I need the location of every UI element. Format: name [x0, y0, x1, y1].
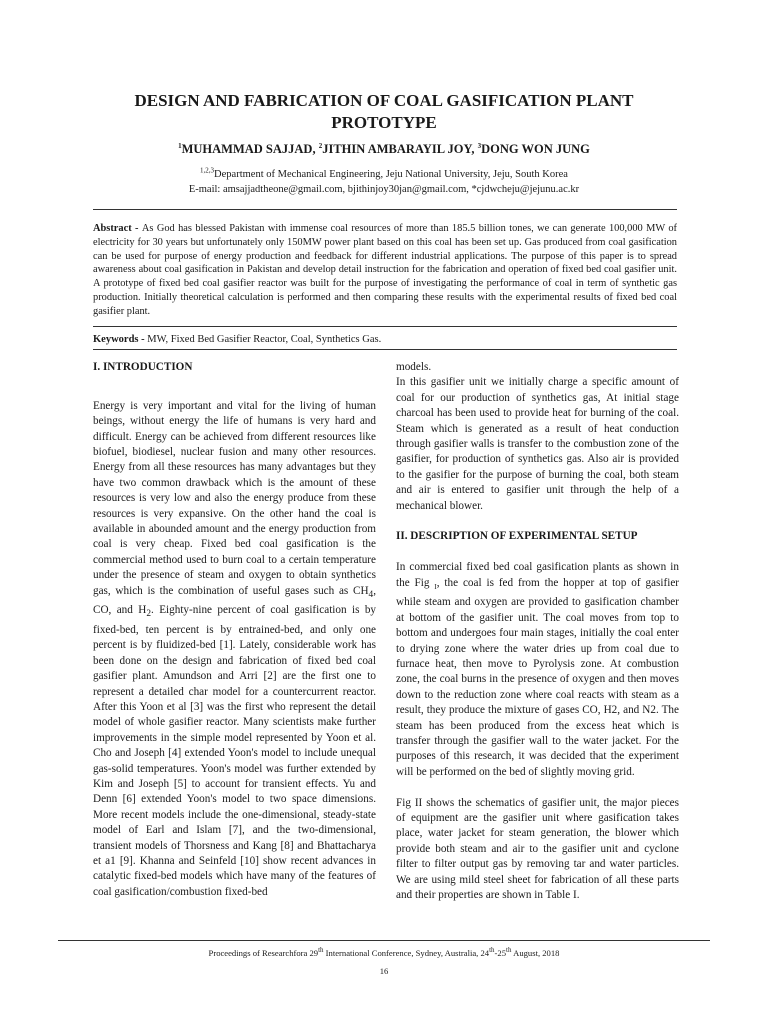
keywords-text: MW, Fixed Bed Gasifier Reactor, Coal, Synthetics Gas.	[147, 334, 382, 345]
footer-rule	[58, 940, 710, 941]
keywords-top-rule	[93, 326, 677, 327]
abstract-top-rule	[93, 209, 677, 210]
schematics-paragraph: Fig II shows the schematics of gasifier unit, the major pieces of equipment are the gasifier unit where gasification takes place, water jacket for steam generation, the blower which provide both steam and air to the gasifier unit and cyclone filter to filter output gas by removing tar and water particles. We are using mild steel sheet for fabrication of all these parts and their properties are shown in Table I.	[396, 796, 679, 901]
keywords	[93, 333, 677, 347]
introduction-paragraph	[93, 399, 376, 900]
footer-text-c: -25	[494, 948, 506, 958]
section-heading-experimental-setup: II. DESCRIPTION OF EXPERIMENTAL SETUP	[396, 530, 638, 543]
footer-text-a: Proceedings of Researchfora 29	[208, 948, 319, 958]
paper-title: DESIGN AND FABRICATION OF COAL GASIFICATION PLANT PROTOTYPE	[134, 91, 634, 132]
affiliation-sup: 1,2,3	[200, 166, 215, 175]
footer-sup-2: th	[489, 946, 495, 955]
footer-text-b: International Conference, Sydney, Australia, 24	[323, 948, 490, 958]
left-column	[93, 360, 376, 916]
footer-sup-1: th	[318, 946, 324, 955]
affiliation	[60, 167, 708, 197]
page-number: 16	[379, 966, 389, 976]
affiliation-department: Department of Mechanical Engineering, Jeju National University, Jeju, South Korea	[214, 169, 568, 180]
proceedings-footer	[58, 947, 710, 959]
figure-ref: I	[434, 582, 437, 591]
continued-text: models.	[396, 361, 432, 373]
keywords-bottom-rule	[93, 349, 677, 350]
section-heading-introduction: I. INTRODUCTION	[93, 361, 193, 373]
author-2-sup: 2	[318, 141, 323, 150]
author-3-sup: 3	[477, 141, 482, 150]
author-1-sup: 1	[178, 141, 182, 150]
right-column	[396, 360, 679, 919]
h2-subscript: 2	[146, 609, 152, 620]
intro-text-b: , CO, and H	[93, 584, 376, 617]
abstract-text: As God has blessed Pakistan with immense coal resources of more than 185.5 billion tones, we can generate 100,000 MW of electricity for 30 years but unfortunately only 150MW power plant based on this coal has been set up. Gas produced from coal gasification can be used for purpose of energy production and feedback for different industrial applications. The purpose of this paper is to spread awareness about coal gasification in Pakistan and develop detail instruction for the fabrication and operation of fixed bed coal gasifier unit. A prototype of fixed bed coal gasifier reactor was built for the purpose of investigating the performance of coal in term of synthetic gas production. Initially theoretical calculation is performed and then comparing these results with the experimental results of fixed bed coal gasifier plant.	[93, 223, 677, 317]
ch4-subscript: 4	[368, 589, 374, 600]
author-3-name: DONG WON JUNG	[481, 142, 590, 156]
experimental-setup-paragraph	[396, 560, 679, 780]
setup-text-a: In commercial fixed bed coal gasification plants as shown in the Fig	[396, 561, 679, 589]
affiliation-emails: E-mail: amsajjadtheone@gmail.com, bjithinjoy30jan@gmail.com, *cjdwcheju@jejunu.ac.kr	[188, 184, 580, 195]
setup-text-b: , the coal is fed from the hopper at top of gasifier while steam and oxygen are provided to gasification chamber at bottom of the gasifier unit. The coal moves from top to bottom and undergoes four main stages, initially the coal enter to drying zone where the water dries up from coal due to furnace heat, then move to Pyrolysis zone. At combustion zone, the coal burns in the presence of oxygen and then moves down to the reduction zone where coal reacts with steam as a result, they produce the mixture of gases CO, H2, and N2. The steam has been produced from the excess heat which is transfer through the gasifier wall to the water jacket. For the purposes of this research, it was decided that the experiment will be performed on the bed of slightly moving grid.	[396, 576, 680, 778]
gasifier-unit-paragraph: In this gasifier unit we initially charge a specific amount of coal for our production of synthetics gas, At initial stage charcoal has been used to provide heat for burning of the coal. Steam which is generated as a result of heat conduction through gasifier walls is transfer to the combustion zone of the gasifier, for production of synthetics gas. Also air is provided to the gasifier for the purpose of burning the coal, both steam and air is entered to gasifier unit through the help of a mechanical blower.	[396, 376, 679, 512]
intro-text-c: . Eighty-nine percent of coal gasification is by fixed-bed, ten percent is by entrained-bed, and only one percent is by fluidized-bed [1]. Lately, considerable work has been done on the design and fabrication of fixed bed coal gasifier plant. Amundson and Arri [2] are the first one to represent a detailed char model for a countercurrent reactor. After this Yoon et al [3] was the first who represent the detail model of whole gasifier reactor. Many scientists make further improvements in the simple model represented by Yoon et al. Cho and Joseph [4] extended Yoon's model to include unequal gas-solid temperatures. Yoon's model was further extended by Kim and Joseph [5] to account for transient effects. Yu and Denn [6] extended Yoon's model to two space dimensions. More recent models include the one-dimensional, steady-state model of Earl and Islam [7], and the two-dimensional, transient models of Thorsness and Kang [8] and Bhattacharya et a1 [9]. Khanna and Seinfeld [10] show recent advances in catalytic fixed-bed models which have many of the features of coal gasification/combustion fixed-bed	[93, 604, 377, 898]
author-2-name: JITHIN AMBARAYIL JOY,	[322, 142, 478, 156]
keywords-label: Keywords -	[93, 334, 148, 345]
author-1-name: MUHAMMAD SAJJAD,	[181, 142, 319, 156]
intro-text-a: Energy is very important and vital for the living of human beings, without energy the life of humans is very hard and difficult. Energy can be achieved from different resources like biofuel, biodiesel, nuclear fusion and many other resources. Energy from all these resources has many advantages but they have two common drawback which is the amount of these resources is very low and also the energy produce from these resources is very expansive. On the other hand the coal is available in abounded amount and the energy production from coal is very cheap. Fixed bed coal gasification is the commercial method used to burn coal to a certain temperature under the presence of steam and oxygen to obtain synthetics gas, which is the combination of useful gases such as CH	[93, 399, 376, 597]
abstract	[93, 222, 677, 319]
author-list	[60, 142, 708, 157]
footer-sup-3: th	[506, 946, 512, 955]
abstract-label: Abstract -	[93, 223, 142, 234]
footer-text-d: August, 2018	[511, 948, 560, 958]
